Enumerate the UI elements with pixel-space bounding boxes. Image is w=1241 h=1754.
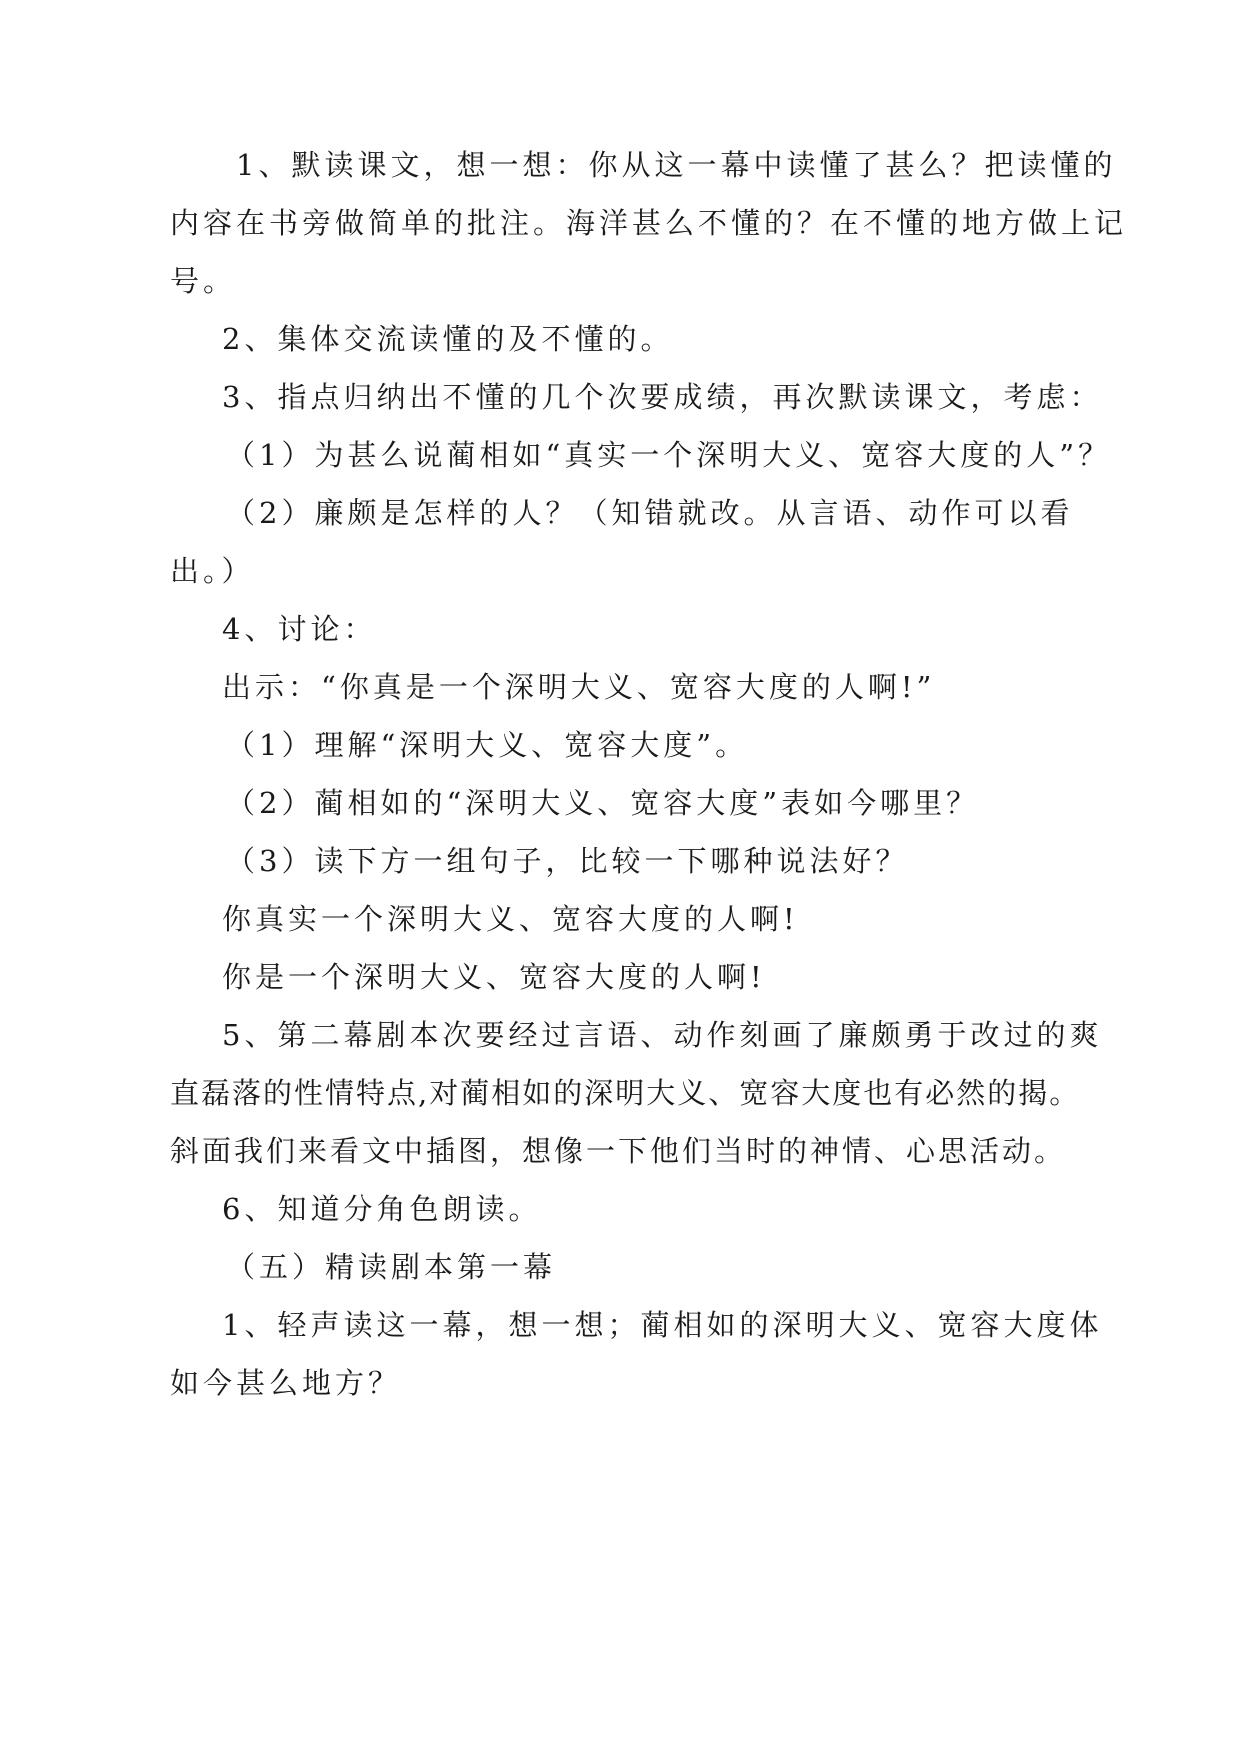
text-line: 你是一个深明大义、宽容大度的人啊! [222,960,766,994]
text-line: 出。） [170,554,255,588]
text-line: 你真实一个深明大义、宽容大度的人啊! [222,902,799,936]
text-line: 直磊落的性情特点,对蔺相如的深明大义、宽容大度也有必然的揭。 [170,1076,1081,1110]
text-line: 6、知道分角色朗读。 [222,1192,542,1226]
text-line: 1、默读课文，想一想：你从这一幕中读懂了甚么？把读懂的 [236,148,1117,182]
text-line: 2、集体交流读懂的及不懂的。 [222,322,674,356]
text-line: 斜面我们来看文中插图，想像一下他们当时的神情、心思活动。 [170,1134,1067,1168]
text-line: 内容在书旁做简单的批注。海洋甚么不懂的？在不懂的地方做上记 [170,206,1128,240]
text-line: 号。 [170,264,237,298]
text-line: 3、指点归纳出不懂的几个次要成绩，再次默读课文，考虑： [222,380,1103,414]
text-line: （五）精读剧本第一幕 [226,1250,557,1284]
text-line: 4、讨论： [222,612,377,646]
text-line: （1）为甚么说蔺相如“真实一个深明大义、宽容大度的人”？ [226,438,1112,472]
text-line: （3）读下方一组句子，比较一下哪种说法好？ [226,844,909,878]
text-line: （2）蔺相如的“深明大义、宽容大度”表如今哪里？ [226,786,980,820]
text-line: （1）理解“深明大义、宽容大度”。 [226,728,749,762]
text-line: 5、第二幕剧本次要经过言语、动作刻画了廉颇勇于改过的爽 [222,1018,1103,1052]
text-line: 如今甚么地方？ [170,1366,402,1400]
text-line: 出示：“你真是一个深明大义、宽容大度的人啊!” [222,670,936,704]
text-line: 1、轻声读这一幕，想一想；蔺相如的深明大义、宽容大度体 [222,1308,1103,1342]
text-line: （2）廉颇是怎样的人？（知错就改。从言语、动作可以看 [226,496,1074,530]
